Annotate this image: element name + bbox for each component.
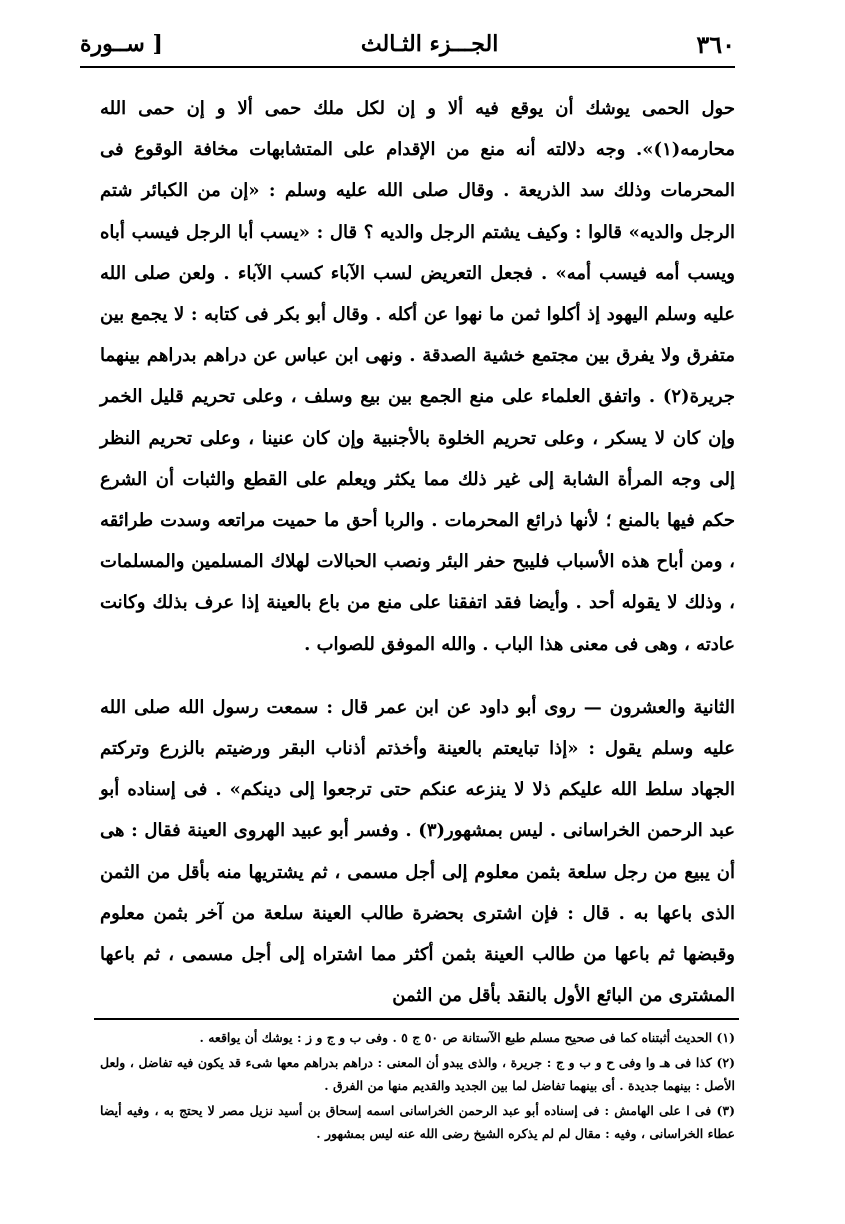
footnote-divider [94,1018,739,1020]
footnote-3: (٣) فى ا على الهامش : فى إسناده أبو عبد الرحمن الخراسانى اسمه إسحاق بن أسيد نزيل مصر لا يحتج به ، وفيه أيضا عطاء الخراسانى ، وفيه : مقال لم لم يذكره الشيخ رضى الله عنه ليس بمشهور . [100,1103,735,1141]
footnote-2: (٢) كذا فى هـ وا وفى ح و ب و ج : جريرة ، والذى يبدو أن المعنى : دراهم بدراهم معها شىء قد يكون فيه تفاضل ، ولعل الأصل : بينهما جديدة . أى بينهما تفاضل لما بين الجديد والقديم منها من الفرق . [100,1055,735,1093]
paragraph-1: حول الحمى يوشك أن يوقع فيه ألا و إن لكل ملك حمى ألا و إن حمى الله محارمه(١)». وجه دلالته أنه منع من الإقدام على المتشابهات مخافة الوقوع فى المحرمات وذلك سد الذريعة . وقال صلى الله عليه وسلم : «إن من الكبائر شتم الرجل والديه» قالوا : وكيف يشتم الرجل والديه ؟ قال : «يسب أبا الرجل فيسب أباه ويسب أمه فيسب أمه» . فجعل التعريض لسب الآباء كسب الآباء . ولعن صلى الله عليه وسلم اليهود إذ أكلوا ثمن ما نهوا عن أكله . وقال أبو بكر فى كتابه : لا يجمع بين متفرق ولا يفرق بين مجتمع خشية الصدقة . ونهى ابن عباس عن دراهم بدراهم بينهما جريرة(٢) . واتفق العلماء على منع الجمع بين بيع وسلف ، وعلى تحريم قليل الخمر وإن كان لا يسكر ، وعلى تحريم الخلوة بالأجنبية وإن كان عنينا ، وعلى تحريم النظر إلى وجه المرأة الشابة إلى غير ذلك مما يكثر ويعلم على القطع والثبات أن الشرع حكم فيها بالمنع ؛ لأنها ذرائع المحرمات . والربا أحق ما حميت مراتعه وسدت طرائقه ، ومن أباح هذه الأسباب فليبح حفر البئر ونصب الحبالات لهلاك المسلمين والمسلمات ، وذلك لا يقوله أحد . وأيضا فقد اتفقنا على منع من باع بالعينة إذا عرف بذلك وكانت عادته ، وهى فى معنى هذا الباب . والله الموفق للصواب . [100,98,735,655]
footnotes [100,1026,735,1147]
page-header [80,22,735,68]
paragraph-2: الثانية والعشرون — روى أبو داود عن ابن عمر قال : سمعت رسول الله صلى الله عليه وسلم يقول : «إذا تبايعتم بالعينة وأخذتم أذناب البقر ورضيتم بالزرع وتركتم الجهاد سلط الله عليكم ذلا لا ينزعه عنكم حتى ترجعوا إلى دينكم» . فى إسناده أبو عبد الرحمن الخراسانى . ليس بمشهور(٣) . وفسر أبو عبيد الهروى العينة فقال : هى أن يبيع من رجل سلعة بثمن معلوم إلى أجل مسمى ، ثم يشتريها منه بأقل من الثمن الذى باعها به . قال : فإن اشترى بحضرة طالب العينة سلعة من آخر بثمن معلوم وقبضها ثم باعها من طالب العينة بثمن أكثر مما اشتراه إلى أجل مسمى ، ثم باعها المشترى من البائع الأول بالنقد بأقل من الثمن [100,696,735,1007]
main-text [100,88,735,1016]
surah-label: [ ســورة [80,31,163,57]
footnote-1: (١) الحديث أثبتناه كما فى صحيح مسلم طبع الآستانة ص ٥٠ ج ٥ . وفى ب و ج و ز : يوشك أن يواقعه . [199,1030,735,1045]
page-number: ٣٦٠ [696,29,735,59]
part-title: الجـــزء الثـالث [360,31,499,57]
paragraph-gap [100,665,735,687]
